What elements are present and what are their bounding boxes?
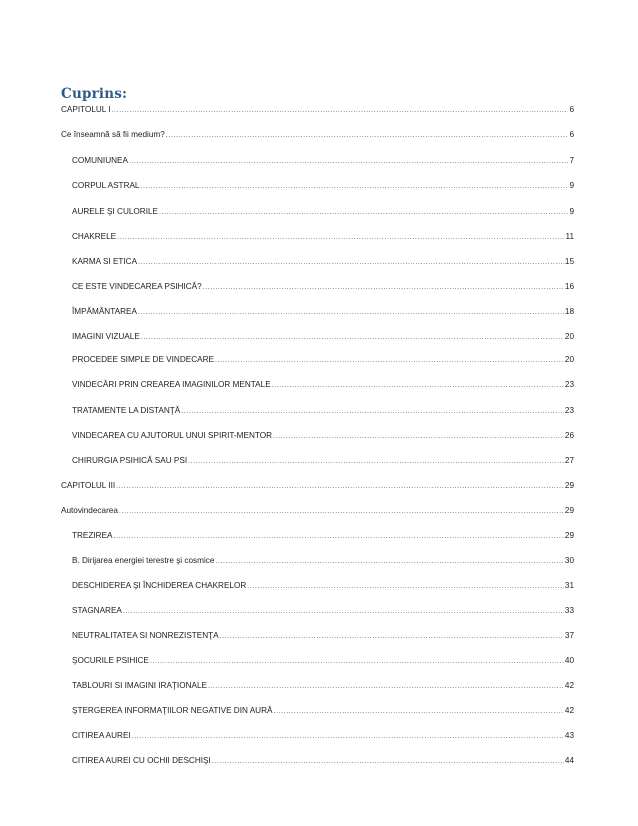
toc-dot-leader — [188, 456, 564, 468]
toc-entry-label: CITIREA AUREI CU OCHII DESCHIŞI — [72, 756, 211, 765]
toc-dot-leader — [112, 105, 569, 117]
toc-page-number: 26 — [564, 431, 574, 440]
toc-entry-label: Autovindecarea — [61, 506, 118, 515]
toc-dot-leader — [150, 656, 564, 668]
toc-dot-leader — [132, 731, 564, 743]
toc-entry[interactable] — [72, 555, 574, 567]
toc-page-number: 6 — [569, 105, 574, 114]
toc-page-number: 18 — [564, 307, 574, 316]
toc-entry[interactable] — [72, 331, 574, 343]
toc-dot-leader — [129, 156, 568, 168]
toc-dot-leader — [215, 355, 564, 367]
toc-entry-label: B. Dirijarea energiei terestre şi cosmice — [72, 556, 215, 565]
toc-entry[interactable] — [72, 281, 574, 293]
toc-entry[interactable] — [72, 455, 574, 467]
toc-page-number: 23 — [564, 380, 574, 389]
toc-page-number: 42 — [564, 706, 574, 715]
toc-entry-label: KARMA SI ETICA — [72, 257, 138, 266]
toc-entry-label: Ce înseamnă să fii medium? — [61, 130, 165, 139]
toc-dot-leader — [220, 631, 564, 643]
toc-page-number: 9 — [569, 181, 574, 190]
toc-entry-label: CE ESTE VINDECAREA PSIHICĂ? — [72, 282, 202, 291]
toc-page-number: 33 — [564, 606, 574, 615]
toc-dot-leader — [273, 431, 564, 443]
toc-page-number: 42 — [564, 681, 574, 690]
toc-entry-label: CITIREA AUREI — [72, 731, 131, 740]
toc-dot-leader — [159, 207, 568, 219]
toc-page-number: 29 — [564, 531, 574, 540]
toc-entry-label: CHIRURGIA PSIHICĂ SAU PSI — [72, 456, 188, 465]
toc-page-number: 23 — [564, 406, 574, 415]
toc-entry-label: STAGNAREA — [72, 606, 122, 615]
toc-dot-leader — [123, 606, 564, 618]
toc-page-number: 20 — [564, 332, 574, 341]
toc-dot-leader — [212, 756, 564, 768]
toc-entry-label: VINDECĂRI PRIN CREAREA IMAGINILOR MENTALE — [72, 380, 271, 389]
toc-entry-label: CHAKRELE — [72, 232, 117, 241]
toc-entry[interactable] — [72, 605, 574, 617]
toc-entry-label: CORPUL ASTRAL — [72, 181, 140, 190]
toc-dot-leader — [273, 706, 563, 718]
toc-entry[interactable] — [72, 256, 574, 268]
toc-page-number: 11 — [565, 232, 574, 241]
toc-page-number: 30 — [564, 556, 574, 565]
toc-page-number: 7 — [569, 156, 574, 165]
toc-page-number: 44 — [564, 756, 574, 765]
toc-entry[interactable] — [72, 755, 574, 767]
toc-entry[interactable] — [72, 655, 574, 667]
toc-entry-label: ŞTERGEREA INFORMAŢIILOR NEGATIVE DIN AURĂ — [72, 706, 273, 715]
toc-dot-leader — [272, 380, 564, 392]
toc-dot-leader — [141, 332, 564, 344]
toc-entry-label: TREZIREA — [72, 531, 113, 540]
toc-dot-leader — [119, 506, 564, 518]
toc-page-number: 16 — [564, 282, 574, 291]
toc-entry[interactable] — [72, 231, 574, 243]
toc-page-number: 9 — [569, 207, 574, 216]
toc-entry-label: CAPITOLUL III — [61, 481, 116, 490]
toc-entry-label: NEUTRALITATEA SI NONREZISTENŢA — [72, 631, 219, 640]
toc-entry[interactable] — [72, 430, 574, 442]
toc-entry-label: ÎMPĂMÂNTAREA — [72, 307, 137, 316]
toc-page-number: 40 — [564, 656, 574, 665]
toc-page-number: 29 — [564, 481, 574, 490]
toc-dot-leader — [117, 232, 564, 244]
toc-entry[interactable] — [61, 129, 574, 141]
toc-dot-leader — [114, 531, 564, 543]
toc-entry-label: CAPITOLUL I — [61, 105, 111, 114]
toc-dot-leader — [215, 556, 563, 568]
toc-entry[interactable] — [72, 705, 574, 717]
toc-entry-label: DESCHIDEREA ŞI ÎNCHIDEREA CHAKRELOR — [72, 581, 247, 590]
toc-dot-leader — [208, 681, 564, 693]
toc-entry-label: AURELE ŞI CULORILE — [72, 207, 158, 216]
toc-page-number: 27 — [564, 456, 574, 465]
toc-entry[interactable] — [61, 480, 574, 492]
toc-entry[interactable] — [72, 354, 574, 366]
toc-entry[interactable] — [61, 104, 574, 116]
toc-entry[interactable] — [72, 180, 574, 192]
toc-dot-leader — [141, 181, 569, 193]
toc-entry[interactable] — [72, 530, 574, 542]
toc-entry[interactable] — [72, 580, 574, 592]
toc-entry-label: ŞOCURILE PSIHICE — [72, 656, 149, 665]
toc-entry[interactable] — [72, 206, 574, 218]
toc-entry[interactable] — [72, 680, 574, 692]
toc-entry-label: IMAGINI VIZUALE — [72, 332, 140, 341]
toc-entry-label: COMUNIUNEA — [72, 156, 128, 165]
toc-entry[interactable] — [72, 379, 574, 391]
toc-title: Cuprins: — [61, 86, 128, 102]
toc-page-number: 20 — [564, 355, 574, 364]
toc-dot-leader — [166, 130, 569, 142]
toc-page-number: 6 — [569, 130, 574, 139]
toc-entry[interactable] — [72, 405, 574, 417]
toc-dot-leader — [138, 307, 564, 319]
toc-dot-leader — [138, 257, 564, 269]
toc-dot-leader — [181, 406, 564, 418]
toc-entry[interactable] — [61, 505, 574, 517]
toc-entry-label: VINDECAREA CU AJUTORUL UNUI SPIRIT-MENTOR — [72, 431, 273, 440]
toc-entry[interactable] — [72, 630, 574, 642]
toc-page-number: 37 — [564, 631, 574, 640]
toc-dot-leader — [203, 282, 564, 294]
toc-page-number: 43 — [564, 731, 574, 740]
toc-dot-leader — [247, 581, 564, 593]
toc-page-number: 15 — [564, 257, 574, 266]
toc-page-number: 29 — [564, 506, 574, 515]
toc-page-number: 31 — [564, 581, 574, 590]
toc-entry[interactable] — [72, 155, 574, 167]
toc-entry[interactable] — [72, 306, 574, 318]
toc-entry-label: TRATAMENTE LA DISTANŢĂ — [72, 406, 181, 415]
toc-entry-label: PROCEDEE SIMPLE DE VINDECARE — [72, 355, 214, 364]
toc-entry[interactable] — [72, 730, 574, 742]
toc-dot-leader — [116, 481, 564, 493]
toc-entry-label: TABLOURI SI IMAGINI IRAŢIONALE — [72, 681, 207, 690]
